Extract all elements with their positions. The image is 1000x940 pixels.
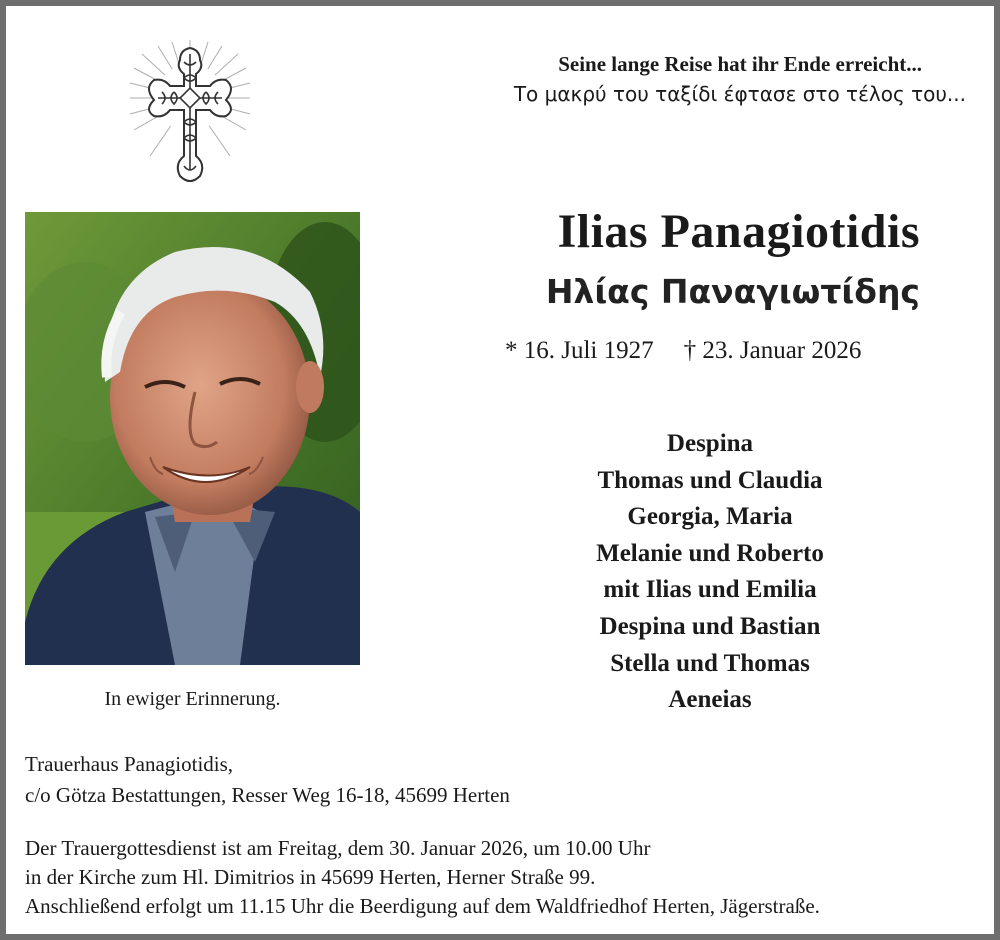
mourner-line: Georgia, Maria [627,503,793,531]
mourner-line: mit Ilias und Emilia [603,576,817,604]
funeral-service-info [25,834,820,921]
mourner-line: Thomas und Claudia [597,466,823,494]
service-line-3: Anschließend erfolgt um 11.15 Uhr die Beerdigung auf dem Waldfriedhof Herten, Jägerstraße. [25,894,820,918]
orthodox-cross-icon [128,38,252,190]
mourner-line: Melanie und Roberto [596,539,824,567]
mourning-house-address [25,749,510,811]
header-line-greek: Το μακρύ του ταξίδι έφτασε στο τέλος του... [513,82,966,106]
birth-date: * 16. Juli 1927 [505,337,654,364]
mourner-line: Despina und Bastian [599,612,821,640]
deceased-name-greek: Ηλίας Παναγιωτίδης [545,272,920,311]
service-line-2: in der Kirche zum Hl. Dimitrios in 45699 Herten, Herner Straße 99. [25,865,596,889]
life-dates [505,337,861,365]
header-line-german: Seine lange Reise hat ihr Ende erreicht... [558,52,922,76]
mourner-line: Despina [666,430,754,457]
mourner-line: Stella und Thomas [610,649,810,677]
photo-caption: In ewiger Erinnerung. [104,688,281,710]
death-date: † 23. Januar 2026 [683,337,862,364]
portrait-photo [25,212,360,665]
mourner-line: Aeneias [668,686,752,714]
address-line-2: c/o Götza Bestattungen, Resser Weg 16-18, 45699 Herten [25,783,510,807]
address-line-1: Trauerhaus Panagiotidis, [25,752,234,776]
service-line-1: Der Trauergottesdienst ist am Freitag, dem 30. Januar 2026, um 10.00 Uhr [25,836,651,860]
deceased-name-german: Ilias Panagiotidis [557,205,920,258]
mourners-list [505,426,915,719]
